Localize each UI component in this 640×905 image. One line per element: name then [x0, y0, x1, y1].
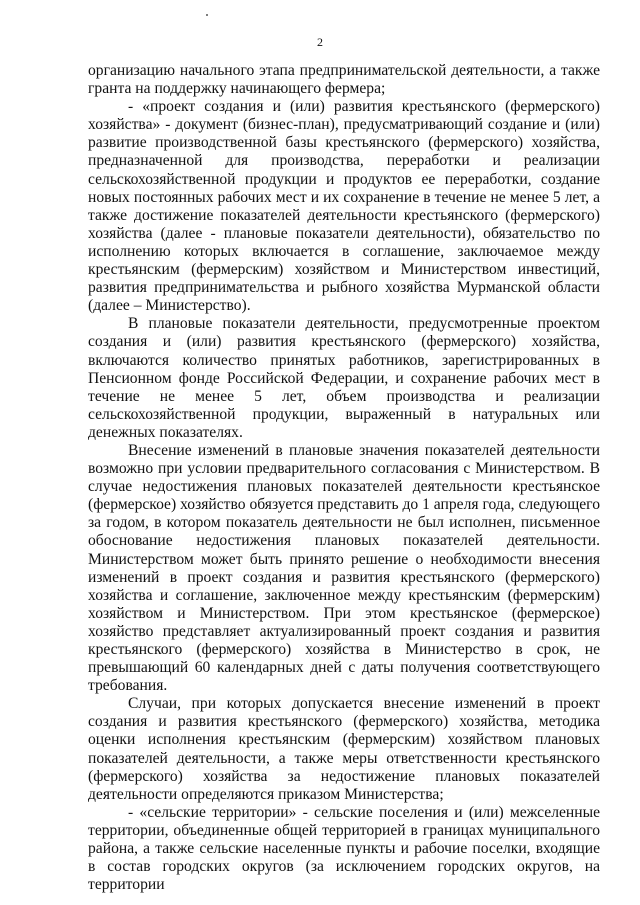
scan-speck [206, 14, 208, 16]
document-body [88, 62, 600, 894]
paragraph: - «сельские территории» - сельские поселения и (или) межселенные территории, объединенные общей территорией в границах муниципального района, а также сельские населенные пункты и рабочие поселки, входящие в состав городских округов (за исключением городских округов, на территории [88, 803, 600, 894]
paragraph: В плановые показатели деятельности, предусмотренные проектом создания и (или) развития крестьянского (фермерского) хозяйства, включаются количество принятых работников, зарегистрированных в Пенсионном фонде Российской Федерации, и сохранение рабочих мест в течение не менее 5 лет, объем производства и реализации сельскохозяйственной продукции, выраженный в натуральных или денежных показателях. [88, 315, 600, 441]
page-number: 2 [317, 35, 323, 49]
paragraph: Внесение изменений в плановые значения показателей деятельности возможно при условии предварительного согласования с Министерством. В случае недостижения плановых показателей деятельности крестьянское (фермерское) хозяйство обязуется представить до 1 апреля года, следующего за годом, в котором показатель деятельности не был исполнен, письменное обоснование недостижения плановых показателей деятельности. Министерством может быть принято решение о необходимости внесения изменений в проект создания и развития крестьянского (фермерского) хозяйства и соглашение, заключенное между крестьянским (фермерским) хозяйством и Министерством. При этом крестьянское (фермерское) хозяйство представляет актуализированный проект создания и развития крестьянского (фермерского) хозяйства в Министерство в срок, не превышающий 60 календарных дней с даты получения соответствующего требования. [88, 441, 600, 695]
paragraph: организацию начального этапа предпринимательской деятельности, а также гранта на поддержку начинающего фермера; [88, 62, 600, 98]
paragraph: - «проект создания и (или) развития крестьянского (фермерского) хозяйства» - документ (бизнес-план), предусматривающий создание и (или) развитие производственной базы крестьянского (фермерского) хозяйства, предназначенной для производства, переработки и реализации сельскохозяйственной продукции и продуктов ее переработки, создание новых постоянных рабочих мест и их сохранение в течение не менее 5 лет, а также достижение показателей деятельности крестьянского (фермерского) хозяйства (далее - плановые показатели деятельности), обязательство по исполнению которых включается в соглашение, заключаемое между крестьянским (фермерским) хозяйством и Министерством инвестиций, развития предпринимательства и рыбного хозяйства Мурманской области (далее – Министерство). [88, 98, 600, 315]
paragraph: Случаи, при которых допускается внесение изменений в проект создания и развития крестьянского (фермерского) хозяйства, методика оценки исполнения крестьянским (фермерским) хозяйством плановых показателей деятельности, а также меры ответственности крестьянского (фермерского) хозяйства за недостижение плановых показателей деятельности определяются приказом Министерства; [88, 695, 600, 803]
